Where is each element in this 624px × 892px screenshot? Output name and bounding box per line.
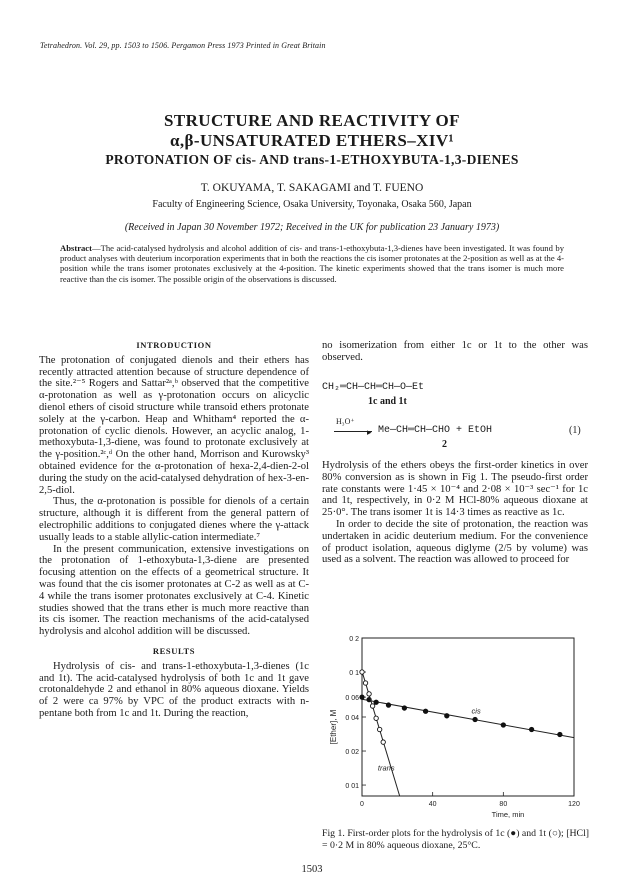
abstract	[60, 243, 564, 284]
affiliation: Faculty of Engineering Science, Osaka University, Toyonaka, Osaka 560, Japan	[152, 199, 472, 210]
data-point-trans	[360, 670, 364, 674]
scheme-equation-number: (1)	[569, 425, 581, 436]
received-dates: (Received in Japan 30 November 1972; Received in the UK for publication 23 January 1973)	[124, 222, 500, 233]
scheme-product-number: 2	[442, 439, 447, 450]
x-tick-label: 80	[499, 801, 508, 808]
y-tick-label: 0 06	[345, 695, 359, 703]
scheme-reactant-label: 1c and 1t	[368, 396, 407, 407]
data-point-cis	[501, 723, 505, 727]
data-point-cis	[473, 717, 477, 721]
arrowhead-icon: ▸	[367, 427, 372, 437]
right-paragraph-3: In order to decide the site of protonation, the reaction was undertaken in acidic deuterium medium. For the convenience of product isolation, aqueous diglyme (2/5 by volume) was used as a solvent. The reaction was allowed to proceed for	[322, 518, 588, 566]
series-label-cis: cis	[471, 706, 481, 716]
series-line-trans	[362, 671, 400, 796]
data-point-trans	[377, 727, 381, 731]
data-point-trans	[381, 740, 385, 744]
series-label-trans: trans	[377, 763, 395, 773]
x-tick-label: 0	[360, 801, 364, 808]
results-paragraph-1: Hydrolysis of cis- and trans-1-ethoxybuta-1,3-dienes (1c and 1t). The acid-catalysed hydrolysis of both 1c and 1t gave crotonaldehyde 2 and ethanol in 80% aqueous dioxane. Yields of 2 were ca 97% by VPC of the product extracts with n-pentane both from 1c and 1t. During the reaction,	[39, 660, 309, 719]
series-line-cis	[362, 699, 574, 737]
scheme-arrow-label: H₃O⁺	[336, 417, 355, 426]
data-point-trans	[374, 716, 378, 720]
page-number: 1503	[301, 864, 323, 875]
results-heading: RESULTS	[152, 645, 196, 656]
data-point-cis	[402, 706, 406, 710]
x-tick-label: 40	[428, 801, 437, 808]
data-point-cis	[386, 703, 390, 707]
intro-paragraph-3: In the present communication, extensive investigations on the protonation of 1-ethoxybuta-1,3-diene are presented focusing attention on the effects of a geometrical structure. It was found that the cis isomer protonates at C-2 as well as at C-4 while the trans isomer protonates exclusively at C-4. Kinetic studies showed that the trans ether is much more reactive than its cis isomer. The reaction mechanisms of the acid-catalysed hydrolysis and alcohol addition will be discussed.	[39, 543, 309, 638]
authors: T. OKUYAMA, T. SAKAGAMI and T. FUENO	[200, 182, 424, 194]
introduction-heading: INTRODUCTION	[136, 340, 212, 350]
right-paragraph-2: Hydrolysis of the ethers obeys the first-order kinetics in over 80% conversion as is shown in Fig 1. The pseudo-first order rate constants were 1·45 × 10⁻⁴ and 2·08 × 10⁻³ sec⁻¹ for 1c and 1t, respectively, in 0·2 M HCl-80% aqueous dioxane at 25·0°. The trans isomer 1t is 14·3 times as reactive as 1c.	[322, 460, 588, 519]
y-tick-label: 0 02	[345, 749, 359, 757]
data-point-cis	[360, 695, 364, 699]
y-tick-label: 0 2	[349, 636, 359, 643]
data-point-cis	[558, 732, 562, 736]
y-tick-label: 0 1	[349, 670, 359, 678]
intro-paragraph-2: Thus, the α-protonation is possible for dienols of a certain structure, although it is different from the general pattern of electrophilic additions to conjugated dienes where the γ-attack usually leads to a stable allylic-cation intermediate.⁷	[39, 496, 309, 543]
y-tick-label: 0 04	[345, 715, 359, 722]
abstract-label: Abstract	[60, 243, 92, 253]
scheme-product: Me—CH═CH—CHO + EtOH	[378, 425, 493, 436]
journal-header: Tetrahedron. Vol. 29, pp. 1503 to 1506. Pergamon Press 1973 Printed in Great Britain	[40, 41, 326, 50]
y-axis-label: [Ether], M	[329, 709, 338, 745]
right-paragraph-1: no isomerization from either 1c or 1t to the other was observed.	[322, 340, 588, 363]
title-line-3: PROTONATION OF cis- AND trans-1-ETHOXYBUTA-1,3-DIENES	[105, 152, 519, 167]
abstract-text: —The acid-catalysed hydrolysis and alcohol addition of cis- and trans-1-ethoxybuta-1,3-dienes have been investigated. It was found by product analyses with deuterium incorporation experiments that in both the reactions the cis isomer protonates at the 2-position as well as at the 4-position while the trans isomer protonates exclusively at the 4-position. The kinetic experiments showed that the trans isomer is much more reactive than the cis isomer. The possible origin of the observations is discussed.	[60, 243, 564, 284]
title-line-2: α,β-UNSATURATED ETHERS–XIV¹	[169, 131, 455, 150]
data-point-trans	[363, 681, 367, 685]
data-point-cis	[529, 727, 533, 731]
data-point-trans	[367, 692, 371, 696]
right-column-bottom	[322, 460, 588, 566]
intro-paragraph-1: The protonation of conjugated dienols and their ethers has recently attracted attention because of structure dependence of the site.²⁻⁵ Rogers and Sattar²ᵃ,ᵇ observed that the competitive α-protonation as well as γ-protonation occurs on alicyclic dienol ethers of cisoid structure while transoid ethers protonate solely at the γ-carbon. Heap and Whitham⁴ reported the α-protonation of cyclic dienols. However, an acyclic analog, 1-methoxybuta-1,3-diene, was found to protonate exclusively at the γ-position.²ᶜ,ᵈ On the other hand, Morrison and Kurowsky³ obtained evidence for the α-protonation of hexa-2,4-dien-2-ol during the study on the acid-catalysed dehydration of hex-3-en-2,5-diol.	[39, 354, 309, 496]
figure-1-chart	[322, 600, 590, 822]
x-axis-label: Time, min	[491, 810, 525, 819]
y-tick-label: 0 01	[345, 783, 359, 791]
data-point-cis	[445, 714, 449, 718]
data-point-cis	[374, 700, 378, 704]
x-tick-label: 120	[568, 801, 580, 808]
left-column	[39, 340, 309, 720]
scheme-reactant: CH₂═CH—CH═CH—O—Et	[322, 382, 425, 393]
data-point-cis	[423, 709, 427, 713]
right-column-top	[322, 340, 588, 364]
data-point-trans	[370, 704, 374, 708]
figure-caption: Fig 1. First-order plots for the hydrolysis of 1c (●) and 1t (○); [HCl] = 0·2 M in 80% aqueous dioxane, 25°C.	[322, 828, 590, 851]
title-line-1: STRUCTURE AND REACTIVITY OF	[164, 111, 460, 130]
